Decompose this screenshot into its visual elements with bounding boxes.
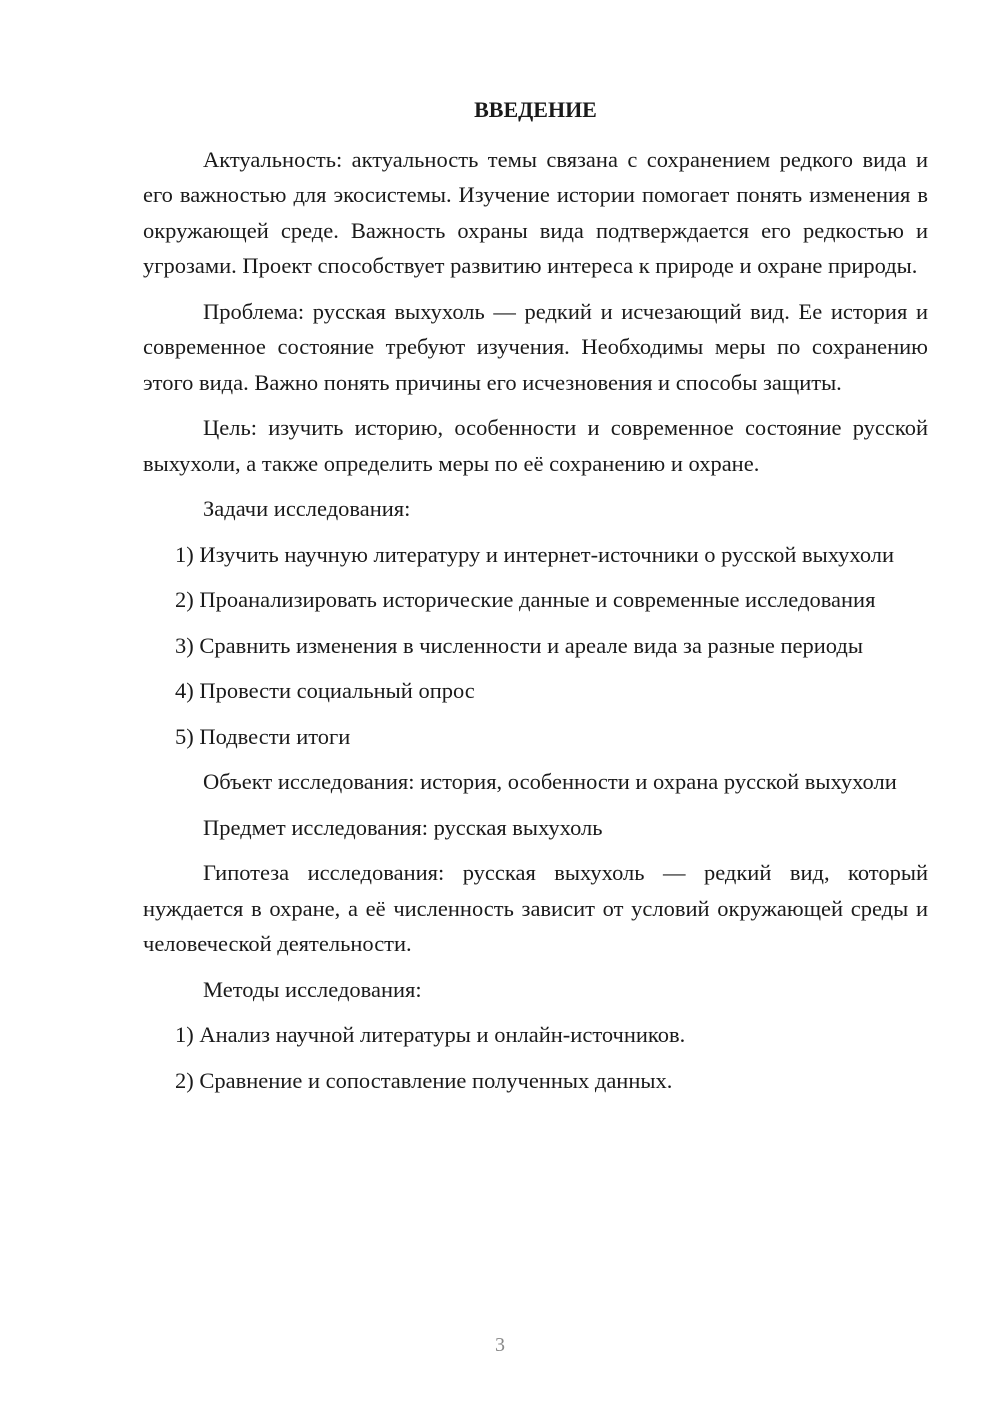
- tasks-list: [143, 537, 928, 755]
- method-item-2: 2) Сравнение и сопоставление полученных данных.: [175, 1067, 673, 1093]
- hypothesis-paragraph: Гипотеза исследования: русская выхухоль — редкий вид, который нуждается в охране, а её численность зависит от условий окружающей среды и человеческой деятельности.: [143, 860, 928, 956]
- page-number: 3: [495, 1334, 505, 1356]
- document-page: [143, 92, 928, 1108]
- section-title: ВВЕДЕНИЕ: [474, 97, 597, 122]
- object-paragraph: Объект исследования: история, особенности и охрана русской выхухоли: [203, 769, 897, 794]
- goal-paragraph: Цель: изучить историю, особенности и современное состояние русской выхухоли, а также определить меры по её сохранению и охране.: [143, 415, 928, 476]
- methods-list: [143, 1017, 928, 1098]
- actuality-paragraph: Актуальность: актуальность темы связана с сохранением редкого вида и его важностью для экосистемы. Изучение истории помогает понять изменения в окружающей среде. Важность охраны вида подтверждается его редкостью и угрозами. Проект способствует развитию интереса к природе и охране природы.: [143, 146, 928, 278]
- task-item-3: 3) Сравнить изменения в численности и ареале вида за разные периоды: [175, 632, 863, 658]
- task-item-1: 1) Изучить научную литературу и интернет-источники о русской выхухоли: [175, 541, 895, 567]
- methods-heading: Методы исследования:: [203, 976, 422, 1002]
- problem-paragraph: Проблема: русская выхухоль — редкий и исчезающий вид. Ее история и современное состояние требуют изучения. Необходимы меры по сохранению этого вида. Важно понять причины его исчезновения и способы защиты.: [143, 298, 928, 395]
- task-item-2: 2) Проанализировать исторические данные и современные исследования: [175, 587, 876, 612]
- task-item-5: 5) Подвести итоги: [175, 723, 351, 749]
- subject-paragraph: Предмет исследования: русская выхухоль: [203, 814, 603, 840]
- task-item-4: 4) Провести социальный опрос: [175, 678, 475, 703]
- method-item-1: 1) Анализ научной литературы и онлайн-источников.: [175, 1022, 686, 1047]
- tasks-heading: Задачи исследования:: [203, 496, 411, 521]
